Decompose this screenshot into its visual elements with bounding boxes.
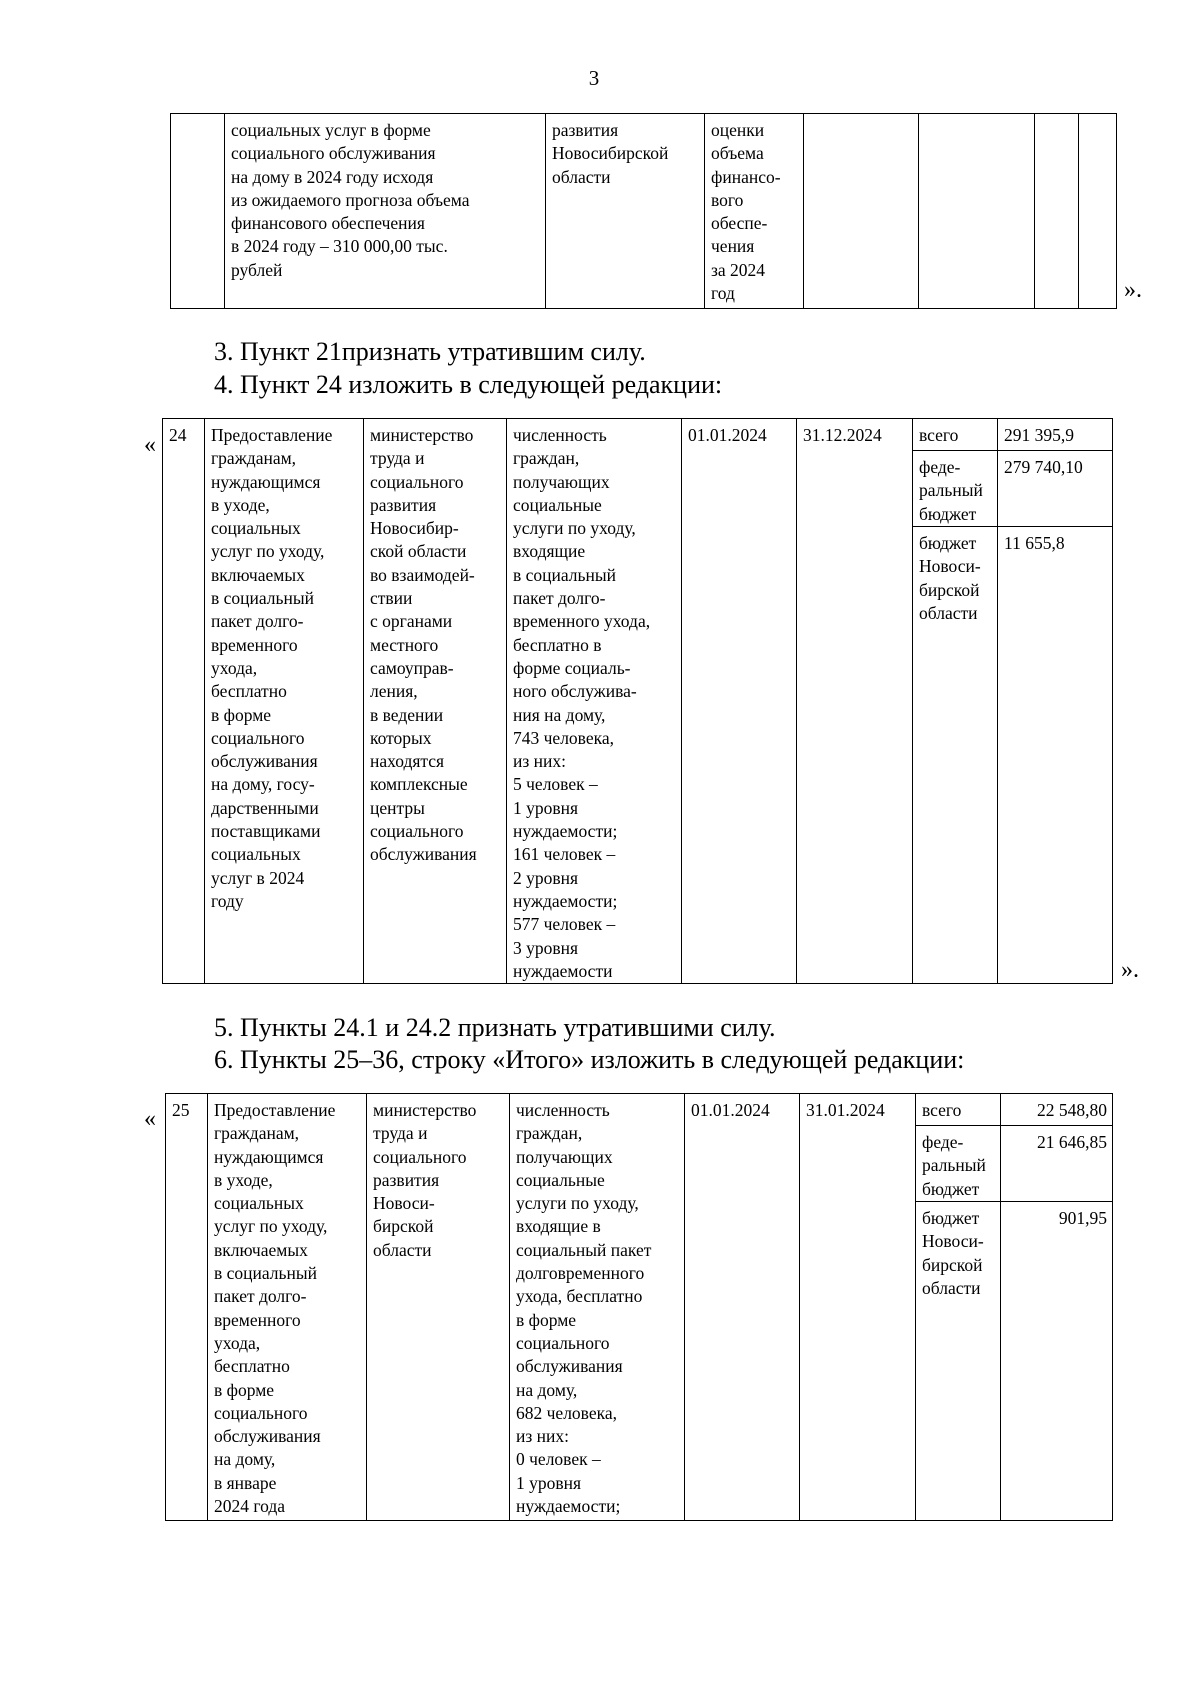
table-cell-number	[171, 114, 225, 309]
table-cell-executor: министерство труда и социального развития Новосибир- ской области во взаимодей- ствии с органами местного самоуправ- ления, в ведении которых находятся комплексные центры социального обслуживания	[364, 419, 507, 984]
funding-amount-regional: 11 655,8	[998, 527, 1113, 984]
table-cell-indicator: оценки объема финансо- вого обеспе- чения за 2024 год	[705, 114, 804, 309]
funding-source-federal: феде- ральный бюджет	[916, 1126, 1001, 1202]
funding-amount-federal: 21 646,85	[1001, 1126, 1113, 1202]
table-cell-name: социальных услуг в форме социального обслуживания на дому в 2024 году исходя из ожидаемого прогноза объема финансового обеспечения в 2024 году – 310 000,00 тыс. рублей	[225, 114, 546, 309]
table-cell-end: 31.01.2024	[800, 1094, 916, 1521]
table-cell-amount	[1079, 114, 1117, 309]
table-row	[166, 1094, 1113, 1126]
table-cell-name: Предоставление гражданам, нуждающимся в уходе, социальных услуг по уходу, включаемых в социальный пакет долго- временного ухода, бесплатно в форме социального обслуживания на дому, госу- дарственными поставщиками социальных услуг в 2024 году	[205, 419, 364, 984]
funding-amount-total: 291 395,9	[998, 419, 1113, 451]
funding-amount-total: 22 548,80	[1001, 1094, 1113, 1126]
funding-amount-regional: 901,95	[1001, 1202, 1113, 1521]
table-cell-start: 01.01.2024	[682, 419, 797, 984]
paragraph-5: 5. Пункты 24.1 и 24.2 признать утратившими силу.	[214, 1013, 776, 1042]
table-cell-number: 24	[163, 419, 205, 984]
opening-quote: «	[144, 1106, 156, 1132]
funding-source-regional: бюджет Новоси- бирской области	[916, 1202, 1001, 1521]
funding-amount-federal: 279 740,10	[998, 451, 1113, 527]
item-24-table	[162, 418, 1113, 984]
table-cell-start: 01.01.2024	[685, 1094, 800, 1521]
table-cell-end: 31.12.2024	[797, 419, 913, 984]
funding-source-total: всего	[916, 1094, 1001, 1126]
item-25-table	[165, 1093, 1113, 1521]
table-cell-source	[1035, 114, 1079, 309]
table-cell-name: Предоставление гражданам, нуждающимся в уходе, социальных услуг по уходу, включаемых в социальный пакет долго- временного ухода, бесплатно в форме социального обслуживания на дому, в январе 2024 года	[208, 1094, 367, 1521]
funding-source-total: всего	[913, 419, 998, 451]
table-cell-start	[804, 114, 919, 309]
table-row	[171, 114, 1117, 309]
paragraph-4: 4. Пункт 24 изложить в следующей редакции:	[214, 370, 723, 399]
opening-quote: «	[144, 432, 156, 458]
table-cell-indicator: численность граждан, получающих социальные услуги по уходу, входящие в социальный пакет долго- временного ухода, бесплатно в форме социаль- ного обслужива- ния на дому, 743 человека, из них: 5 человек – 1 уровня нуждаемости; 161 человек – 2 уровня нуждаемости; 577 человек – 3 уровня нуждаемости	[507, 419, 682, 984]
closing-quote: ».	[1124, 277, 1142, 303]
table-row	[163, 419, 1113, 451]
paragraph-6: 6. Пункты 25–36, строку «Итого» изложить в следующей редакции:	[214, 1045, 965, 1074]
table-cell-end	[919, 114, 1035, 309]
table-cell-executor: развития Новосибирской области	[546, 114, 705, 309]
page-number: 3	[588, 66, 600, 90]
funding-source-regional: бюджет Новоси- бирской области	[913, 527, 998, 984]
funding-source-federal: феде- ральный бюджет	[913, 451, 998, 527]
continuation-table	[170, 113, 1117, 309]
table-cell-executor: министерство труда и социального развития Новоси- бирской области	[367, 1094, 510, 1521]
closing-quote: ».	[1121, 957, 1139, 983]
table-cell-number: 25	[166, 1094, 208, 1521]
paragraph-3: 3. Пункт 21признать утратившим силу.	[214, 337, 646, 366]
table-cell-indicator: численность граждан, получающих социальные услуги по уходу, входящие в социальный пакет долговременного ухода, бесплатно в форме социального обслуживания на дому, 682 человека, из них: 0 человек – 1 уровня нуждаемости;	[510, 1094, 685, 1521]
